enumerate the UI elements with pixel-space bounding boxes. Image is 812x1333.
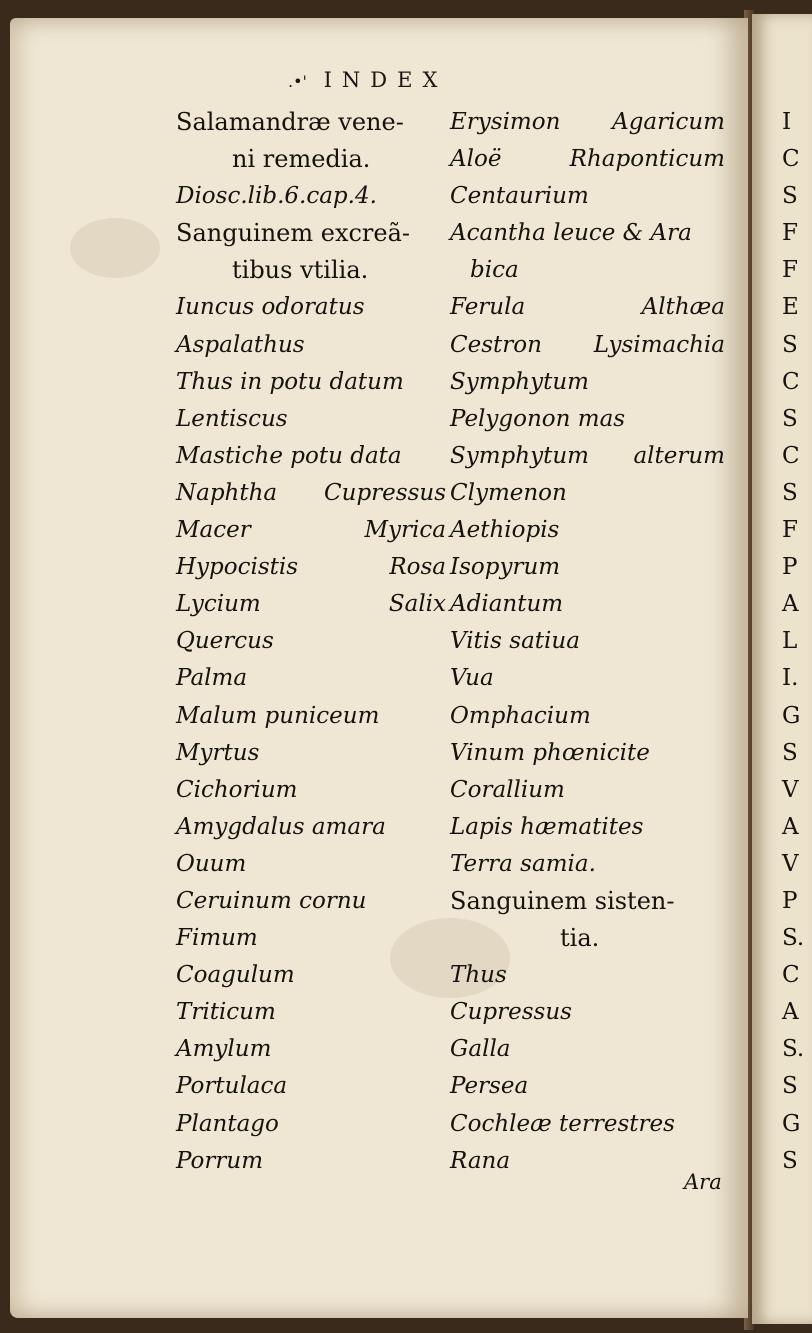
index-term: Erysimon bbox=[450, 109, 561, 135]
index-entry bbox=[176, 475, 446, 512]
index-entry bbox=[450, 994, 725, 1031]
edge-letter: G bbox=[782, 1110, 801, 1137]
facing-page-edge-letters bbox=[782, 104, 812, 1180]
index-entry bbox=[176, 660, 446, 697]
edge-letter: F bbox=[782, 517, 798, 544]
index-term: Sanguinem excreã- bbox=[176, 219, 411, 248]
index-term: Symphytum bbox=[450, 442, 589, 469]
index-term: Acantha leuce & Ara bbox=[450, 220, 692, 247]
index-term: Porrum bbox=[176, 1147, 264, 1174]
index-term: Plantago bbox=[176, 1110, 279, 1137]
edge-letter: S bbox=[782, 183, 798, 210]
index-term-secondary: alterum bbox=[633, 442, 725, 469]
index-term: Coagulum bbox=[176, 962, 295, 989]
index-column-right bbox=[450, 104, 725, 1180]
index-entry bbox=[176, 809, 446, 846]
index-entry bbox=[450, 215, 725, 252]
index-term: Cestron bbox=[450, 331, 542, 358]
index-entry bbox=[176, 104, 446, 141]
header-title: INDEX bbox=[323, 68, 448, 92]
index-term: Vinum phœnicite bbox=[450, 739, 650, 766]
edge-letter: I bbox=[782, 109, 792, 135]
index-entry bbox=[450, 698, 725, 735]
edge-letter: P bbox=[782, 887, 798, 914]
index-term: Clymenon bbox=[450, 479, 567, 506]
index-term: Cupressus bbox=[450, 999, 572, 1026]
index-term: Thus bbox=[450, 962, 507, 989]
edge-letter: C bbox=[782, 368, 800, 395]
index-entry bbox=[450, 1106, 725, 1143]
edge-letter: S. bbox=[782, 925, 805, 952]
index-term-secondary: Cupressus bbox=[324, 479, 446, 506]
index-entry bbox=[176, 1068, 446, 1105]
edge-letter: C bbox=[782, 442, 800, 469]
index-entry bbox=[176, 735, 446, 772]
index-term: Salamandræ vene- bbox=[176, 108, 404, 136]
index-term: Adiantum bbox=[450, 591, 564, 618]
index-entry bbox=[450, 178, 725, 215]
edge-letter: A bbox=[782, 813, 799, 840]
index-term: Isopyrum bbox=[450, 554, 561, 581]
index-term: Malum puniceum bbox=[176, 702, 380, 729]
catchword: Ara bbox=[684, 1170, 722, 1194]
edge-letter: C bbox=[782, 146, 800, 173]
index-entry bbox=[450, 364, 725, 401]
index-term-secondary: Rhaponticum bbox=[569, 146, 725, 173]
index-term: tibus vtilia. bbox=[232, 256, 369, 285]
index-entry bbox=[450, 141, 725, 178]
index-term: Vua bbox=[450, 665, 494, 692]
index-term: Palma bbox=[176, 665, 248, 692]
index-entry bbox=[450, 586, 725, 623]
index-term: Aloë bbox=[450, 146, 502, 173]
index-term: Rana bbox=[450, 1147, 511, 1174]
index-term: Omphacium bbox=[450, 702, 591, 729]
index-term: Centaurium bbox=[450, 183, 589, 210]
edge-letter: C bbox=[782, 962, 800, 989]
index-term: Lentiscus bbox=[176, 405, 288, 432]
edge-letter: V bbox=[782, 850, 799, 877]
index-term: Ceruinum cornu bbox=[176, 887, 367, 914]
index-entry bbox=[176, 215, 446, 252]
index-term: Hypocistis bbox=[176, 554, 299, 581]
index-term: Lapis hæmatites bbox=[450, 813, 644, 840]
index-entry bbox=[176, 1106, 446, 1143]
index-term: Ouum bbox=[176, 850, 247, 877]
edge-letter: S bbox=[782, 331, 798, 358]
index-term-secondary: Althæa bbox=[641, 294, 725, 321]
index-term: Naphtha bbox=[176, 479, 278, 506]
index-term: Amygdalus amara bbox=[176, 813, 386, 840]
index-entry bbox=[176, 920, 446, 957]
index-term: Aspalathus bbox=[176, 331, 305, 358]
edge-letter: S bbox=[782, 479, 798, 506]
index-entry bbox=[450, 104, 725, 141]
edge-letter: F bbox=[782, 220, 798, 247]
index-term: Persea bbox=[450, 1073, 529, 1100]
index-entry bbox=[176, 401, 446, 438]
index-entry bbox=[450, 475, 725, 512]
edge-letter: P bbox=[782, 554, 798, 581]
index-entry bbox=[450, 289, 725, 326]
edge-letter: E bbox=[782, 294, 799, 321]
index-term: Aethiopis bbox=[450, 517, 560, 544]
edge-letter: F bbox=[782, 257, 798, 284]
index-entry bbox=[450, 252, 725, 289]
edge-letter: I. bbox=[782, 665, 799, 692]
index-term: Corallium bbox=[450, 776, 565, 803]
index-entry bbox=[176, 623, 446, 660]
index-entry bbox=[176, 772, 446, 809]
index-entry bbox=[176, 549, 446, 586]
page-header bbox=[288, 68, 447, 92]
index-term-secondary: Agaricum bbox=[612, 109, 725, 135]
index-term: Amylum bbox=[176, 1036, 272, 1063]
index-term: Triticum bbox=[176, 999, 276, 1026]
index-term-secondary: Myrica bbox=[364, 517, 446, 544]
index-entry bbox=[450, 1031, 725, 1068]
index-column-left bbox=[176, 104, 446, 1180]
edge-letter: A bbox=[782, 999, 799, 1026]
index-term: Cichorium bbox=[176, 776, 298, 803]
index-entry bbox=[176, 438, 446, 475]
index-entry bbox=[450, 957, 725, 994]
index-term: Iuncus odoratus bbox=[176, 294, 365, 321]
index-term: Macer bbox=[176, 517, 251, 544]
index-entry bbox=[176, 512, 446, 549]
index-term: Quercus bbox=[176, 628, 274, 655]
index-term: bica bbox=[470, 257, 519, 284]
index-entry bbox=[450, 660, 725, 697]
index-entry bbox=[450, 549, 725, 586]
index-term: Fimum bbox=[176, 925, 258, 952]
index-entry bbox=[176, 994, 446, 1031]
index-entry bbox=[450, 327, 725, 364]
edge-letter: S bbox=[782, 1147, 798, 1174]
index-term: Sanguinem sisten- bbox=[450, 886, 675, 915]
index-entry bbox=[176, 1143, 446, 1180]
index-term: Mastiche potu data bbox=[176, 442, 402, 469]
index-entry bbox=[176, 698, 446, 735]
index-term: ni remedia. bbox=[232, 145, 371, 174]
index-entry bbox=[176, 252, 446, 289]
index-term: Portulaca bbox=[176, 1073, 288, 1100]
index-term-secondary: Rosa bbox=[389, 554, 446, 581]
index-entry bbox=[450, 809, 725, 846]
edge-letter: G bbox=[782, 702, 801, 729]
index-term-secondary: Lysimachia bbox=[593, 331, 725, 358]
edge-letter: A bbox=[782, 591, 799, 618]
edge-letter: S bbox=[782, 739, 798, 766]
index-entry bbox=[450, 735, 725, 772]
index-entry bbox=[450, 846, 725, 883]
index-entry bbox=[450, 772, 725, 809]
index-term: Myrtus bbox=[176, 739, 260, 766]
edge-letter: S. bbox=[782, 1036, 805, 1063]
edge-letter: S bbox=[782, 405, 798, 432]
index-term-secondary: Salix bbox=[388, 591, 446, 618]
index-term: Diosc.lib.6.cap.4. bbox=[176, 183, 377, 210]
index-entry bbox=[176, 178, 446, 215]
index-entry bbox=[176, 327, 446, 364]
index-term: Symphytum bbox=[450, 368, 589, 395]
index-term: Thus in potu datum bbox=[176, 368, 404, 395]
index-term: Ferula bbox=[450, 294, 526, 321]
index-entry bbox=[176, 141, 446, 178]
index-entry bbox=[450, 920, 725, 957]
index-entry bbox=[450, 623, 725, 660]
edge-letter: V bbox=[782, 776, 799, 803]
index-entry bbox=[450, 438, 725, 475]
edge-letter: L bbox=[782, 628, 798, 655]
index-term: tia. bbox=[560, 924, 600, 953]
index-term: Cochleæ terrestres bbox=[450, 1110, 675, 1137]
index-entry bbox=[176, 289, 446, 326]
index-entry bbox=[450, 401, 725, 438]
index-entry bbox=[450, 1068, 725, 1105]
index-entry bbox=[450, 512, 725, 549]
edge-letter: S bbox=[782, 1073, 798, 1100]
index-term: Galla bbox=[450, 1036, 511, 1063]
index-term: Vitis satiua bbox=[450, 628, 580, 655]
index-term: Terra samia. bbox=[450, 850, 596, 877]
paper-stain bbox=[70, 218, 160, 278]
header-ornament: .•' bbox=[288, 72, 307, 91]
index-term: Lycium bbox=[176, 591, 261, 618]
index-entry bbox=[176, 846, 446, 883]
index-entry bbox=[176, 364, 446, 401]
index-entry bbox=[450, 883, 725, 920]
index-entry bbox=[176, 883, 446, 920]
index-entry bbox=[176, 957, 446, 994]
index-entry bbox=[176, 1031, 446, 1068]
index-entry bbox=[176, 586, 446, 623]
index-term: Pelygonon mas bbox=[450, 405, 626, 432]
